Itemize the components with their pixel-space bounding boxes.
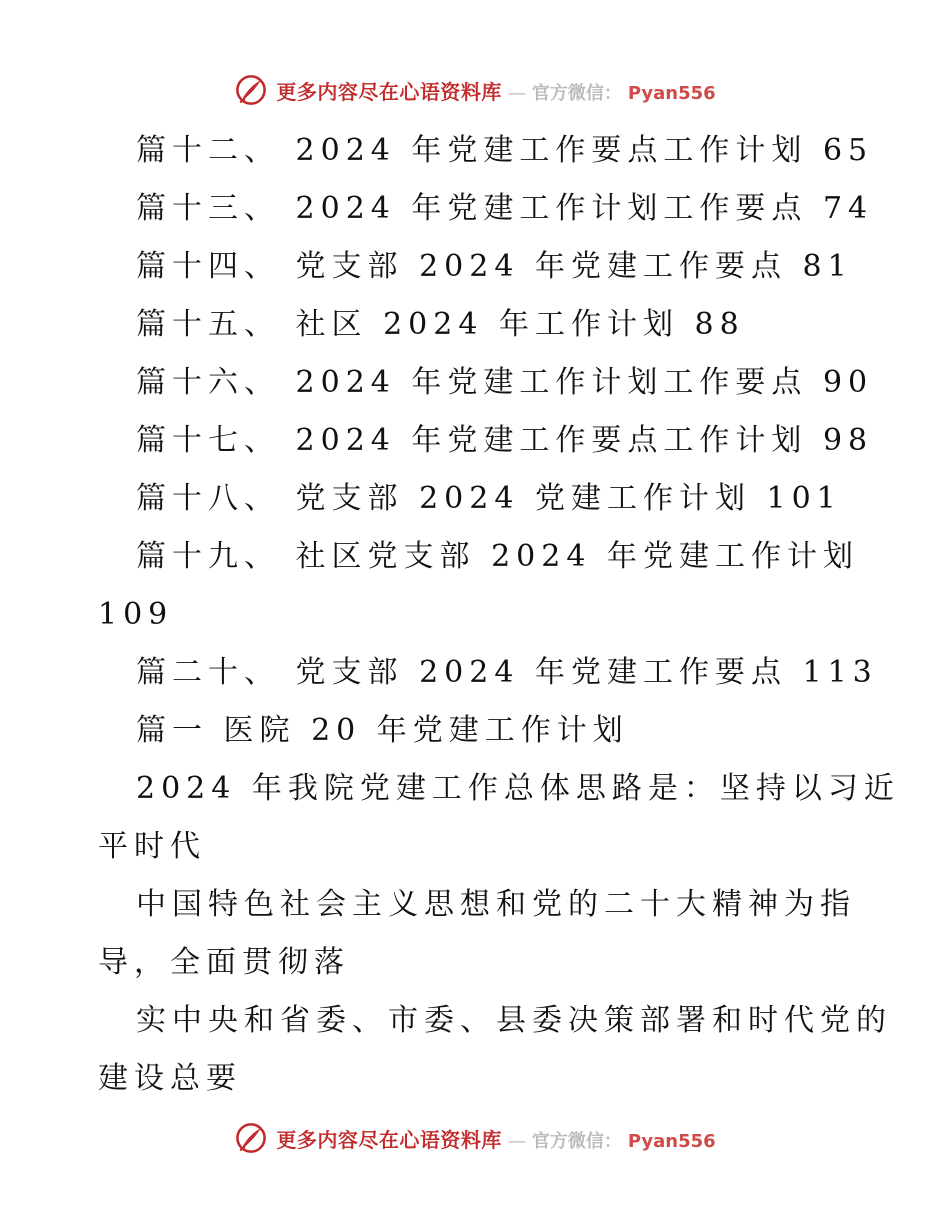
feather-pen-logo-icon [234,73,268,107]
toc-line-19: 篇十九、 社区党支部 2024 年党建工作计划 [136,539,859,574]
watermark-wechat-id: Pyan556 [627,82,716,104]
watermark-banner-bottom [0,1118,950,1158]
watermark-banner-top [0,70,950,110]
watermark-brand: 更多内容尽在心语资料库 [276,79,502,104]
toc-line-13: 篇十三、 2024 年党建工作计划工作要点 74 [136,191,874,226]
paragraph-line-1: 2024 年我院党建工作总体思路是：坚持以习近 [136,771,900,806]
watermark-wechat-label: 官方微信： [531,82,622,104]
toc-line-14: 篇十四、 党支部 2024 年党建工作要点 81 [136,249,853,284]
feather-pen-logo-icon [234,1121,268,1155]
toc-line-16: 篇十六、 2024 年党建工作计划工作要点 90 [136,365,874,400]
watermark-wechat-label: 官方微信： [531,1130,622,1152]
toc-line-19-page: 109 [98,597,174,632]
paragraph-line-5: 实中央和省委、市委、县委决策部署和时代党的 [136,1003,892,1038]
paragraph-line-6: 建设总要 [98,1061,242,1096]
watermark-wechat-id: Pyan556 [627,1130,716,1152]
toc-line-12: 篇十二、 2024 年党建工作要点工作计划 65 [136,133,874,168]
paragraph-line-3: 中国特色社会主义思想和党的二十大精神为指 [136,887,856,922]
toc-line-18: 篇十八、 党支部 2024 党建工作计划 101 [136,481,842,516]
watermark-brand: 更多内容尽在心语资料库 [276,1127,502,1152]
paragraph-line-4: 导，全面贯彻落 [98,945,350,980]
watermark-separator: — [507,82,526,104]
toc-line-17: 篇十七、 2024 年党建工作要点工作计划 98 [136,423,874,458]
toc-line-20: 篇二十、 党支部 2024 年党建工作要点 113 [136,655,878,690]
watermark-text [276,76,715,105]
watermark-text [276,1124,715,1153]
watermark-separator: — [507,1130,526,1152]
section-title: 篇一 医院 20 年党建工作计划 [136,713,629,748]
document-body [0,122,950,1108]
paragraph-line-2: 平时代 [98,829,206,864]
toc-line-15: 篇十五、 社区 2024 年工作计划 88 [136,307,745,342]
